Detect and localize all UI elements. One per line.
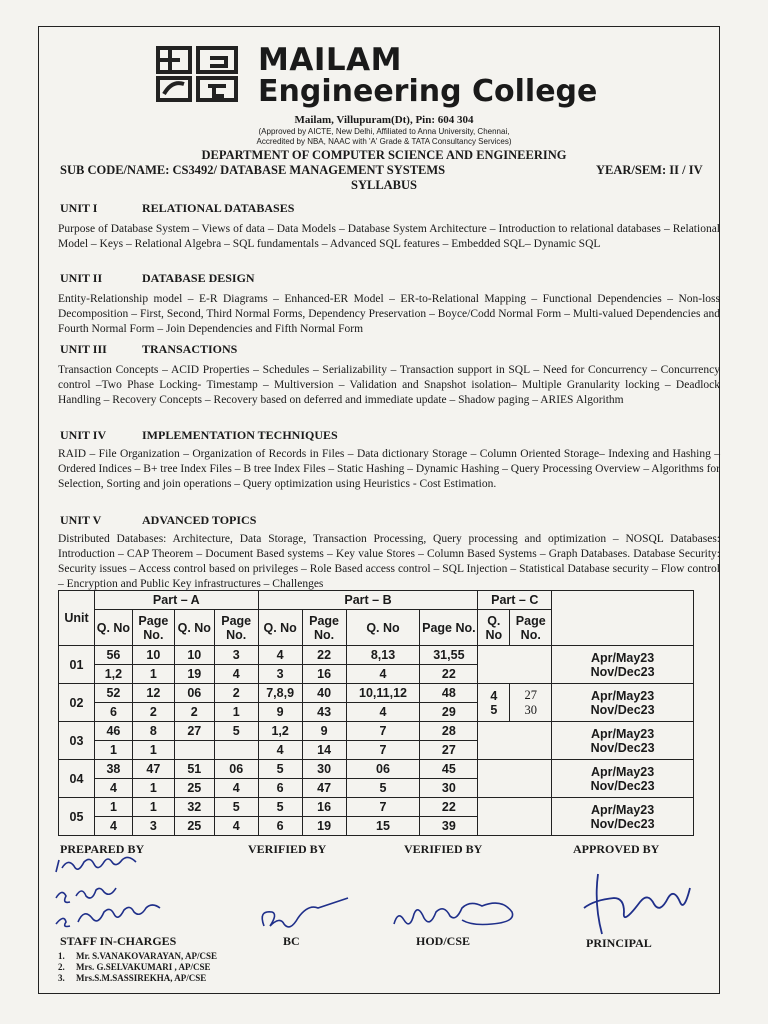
part-c-empty-cell xyxy=(478,760,552,798)
unit-title: ADVANCED TOPICS xyxy=(142,513,257,527)
table-cell: 27 xyxy=(420,741,478,760)
table-cell: 16 xyxy=(302,798,346,817)
table-cell: 51 xyxy=(174,760,214,779)
table-cell: 6 xyxy=(258,817,302,836)
table-cell: 22 xyxy=(302,646,346,665)
session-line: Nov/Dec23 xyxy=(590,702,655,717)
unit-heading xyxy=(60,271,255,286)
table-cell: 48 xyxy=(420,684,478,703)
unit-title: IMPLEMENTATION TECHNIQUES xyxy=(142,428,338,442)
unit-heading xyxy=(60,428,338,443)
table-cell: 1 xyxy=(132,741,174,760)
college-logo-icon xyxy=(152,42,242,104)
session-line: Apr/May23 xyxy=(590,802,655,817)
table-cell: 8,13 xyxy=(346,646,420,665)
table-cell: 6 xyxy=(258,779,302,798)
table-cell: 9 xyxy=(302,722,346,741)
staff-signatures-icon xyxy=(52,854,232,934)
session-line: Apr/May23 xyxy=(590,688,655,703)
table-cell: 5 xyxy=(258,798,302,817)
table-cell xyxy=(174,741,214,760)
header-page: Page No. xyxy=(510,610,552,646)
table-row xyxy=(59,760,694,779)
table-cell: 40 xyxy=(302,684,346,703)
unit-number: UNIT III xyxy=(60,342,107,356)
table-cell: 8 xyxy=(132,722,174,741)
table-cell: 32 xyxy=(174,798,214,817)
header-page: Page No. xyxy=(420,610,478,646)
verified-by-label: VERIFIED BY xyxy=(404,842,483,856)
staff-name: 1. Mr. S.VANAKOVARAYAN, AP/CSE xyxy=(58,951,217,961)
session-line: Nov/Dec23 xyxy=(590,740,655,755)
cell-line: 30 xyxy=(524,702,537,717)
table-cell: 3 xyxy=(214,646,258,665)
header-page: Page No. xyxy=(214,610,258,646)
table-cell: 4 xyxy=(258,741,302,760)
accreditation-text: Accredited by NBA, NAAC with 'A' Grade & TATA Consultancy Services) xyxy=(256,137,512,146)
table-cell: 7 xyxy=(346,722,420,741)
table-cell: 47 xyxy=(132,760,174,779)
table-cell: 7 xyxy=(346,741,420,760)
header-qno: Q. No xyxy=(478,610,510,646)
table-cell: 4 xyxy=(346,665,420,684)
session-line: Nov/Dec23 xyxy=(590,816,655,831)
table-row xyxy=(59,684,694,703)
header-unit: Unit xyxy=(59,591,95,646)
table-cell: 10,11,12 xyxy=(346,684,420,703)
session-cell xyxy=(552,760,694,798)
table-cell: 12 xyxy=(132,684,174,703)
session-line: Apr/May23 xyxy=(590,764,655,779)
table-cell: 43 xyxy=(302,703,346,722)
table-cell: 10 xyxy=(174,646,214,665)
table-cell: 25 xyxy=(174,817,214,836)
table-cell: 4 xyxy=(346,703,420,722)
header-part-b: Part – B xyxy=(258,591,478,610)
unit-cell: 02 xyxy=(59,684,95,722)
part-c-empty-cell xyxy=(478,646,552,684)
subject-code: SUB CODE/NAME: CS3492/ DATABASE MANAGEMENT SYSTEMS xyxy=(60,163,446,177)
table-cell: 4 xyxy=(258,646,302,665)
unit-content: Entity-Relationship model – E-R Diagrams – Enhanced-ER Model – ER-to-Relational Mapping – Functional Dependencies – Non-loss Decomposition – First, Second, Third Normal Forms, Dependency Preservation – Boyce/Codd Normal Form – Multi-valued Dependencies and Fourth Normal Form – Join Dependencies and Fifth Normal Form xyxy=(58,293,720,335)
session-cell xyxy=(552,646,694,684)
staff-in-charges-label: STAFF IN-CHARGES xyxy=(60,934,177,948)
header-session xyxy=(552,591,694,646)
brand-name: MAILAM xyxy=(258,42,402,78)
unit-cell: 05 xyxy=(59,798,95,836)
table-cell: 5 xyxy=(346,779,420,798)
table-cell: 25 xyxy=(174,779,214,798)
table-cell: 6 xyxy=(94,703,132,722)
session-cell xyxy=(552,722,694,760)
table-cell: 52 xyxy=(94,684,132,703)
table-cell: 5 xyxy=(258,760,302,779)
table-cell: 1 xyxy=(214,703,258,722)
table-row xyxy=(59,798,694,817)
session-line: Apr/May23 xyxy=(590,650,655,665)
unit-title: DATABASE DESIGN xyxy=(142,271,255,285)
table-cell: 9 xyxy=(258,703,302,722)
table-cell: 31,55 xyxy=(420,646,478,665)
header-qno: Q. No xyxy=(94,610,132,646)
part-c-empty-cell xyxy=(478,722,552,760)
unit-number: UNIT IV xyxy=(60,428,107,442)
year-semester: YEAR/SEM: II / IV xyxy=(596,163,703,177)
table-cell: 56 xyxy=(94,646,132,665)
table-cell: 30 xyxy=(420,779,478,798)
hod-label: HOD/CSE xyxy=(416,934,471,948)
cell-line: 5 xyxy=(490,702,498,717)
table-cell: 4 xyxy=(214,817,258,836)
table-cell: 19 xyxy=(302,817,346,836)
table-cell: 4 xyxy=(94,817,132,836)
table-cell: 1 xyxy=(94,798,132,817)
table-cell: 22 xyxy=(420,798,478,817)
table-cell: 47 xyxy=(302,779,346,798)
table-cell: 2 xyxy=(174,703,214,722)
table-cell: 19 xyxy=(174,665,214,684)
table-cell: 4 xyxy=(214,665,258,684)
table-cell: 1 xyxy=(94,741,132,760)
syllabus-title: SYLLABUS xyxy=(351,178,417,192)
principal-signature-icon xyxy=(580,868,700,942)
table-cell: 1,2 xyxy=(94,665,132,684)
cell-line: 27 xyxy=(524,687,537,702)
table-cell: 29 xyxy=(420,703,478,722)
table-cell: 1 xyxy=(132,779,174,798)
table-row xyxy=(59,722,694,741)
header-qno: Q. No xyxy=(258,610,302,646)
verified-by-label: VERIFIED BY xyxy=(248,842,327,856)
table-cell: 16 xyxy=(302,665,346,684)
unit-cell: 03 xyxy=(59,722,95,760)
question-paper-table xyxy=(58,590,694,836)
header-page: Page No. xyxy=(302,610,346,646)
college-address: Mailam, Villupuram(Dt), Pin: 604 304 xyxy=(294,114,474,126)
table-cell: 15 xyxy=(346,817,420,836)
table-cell: 06 xyxy=(214,760,258,779)
table-cell: 4 xyxy=(94,779,132,798)
brand-subtitle: Engineering College xyxy=(258,74,598,109)
table-cell: 1 xyxy=(132,798,174,817)
table-cell: 2 xyxy=(132,703,174,722)
table-cell: 7,8,9 xyxy=(258,684,302,703)
table-cell: 39 xyxy=(420,817,478,836)
department-title: DEPARTMENT OF COMPUTER SCIENCE AND ENGINEERING xyxy=(201,148,567,162)
table-cell: 38 xyxy=(94,760,132,779)
unit-title: RELATIONAL DATABASES xyxy=(142,201,295,215)
table-cell: 4 xyxy=(214,779,258,798)
header-part-a: Part – A xyxy=(94,591,258,610)
staff-name: 3. Mrs.S.M.SASSIREKHA, AP/CSE xyxy=(58,973,207,983)
table-cell: 14 xyxy=(302,741,346,760)
table-cell: 27 xyxy=(174,722,214,741)
table-cell: 45 xyxy=(420,760,478,779)
unit-heading xyxy=(60,342,238,357)
session-cell xyxy=(552,684,694,722)
part-c-page-cell xyxy=(510,684,552,722)
session-cell xyxy=(552,798,694,836)
unit-content: RAID – File Organization – Organization of Records in Files – Data dictionary Storage – Column Oriented Storage– Indexing and Hashing –Ordered Indices – B+ tree Index Files – B tree Index Files – Static Hashing – Dynamic Hashing – Query Processing Overview – Algorithms for Selection, Sorting and join operations – Query optimization using Heuristics - Cost Estimation. xyxy=(58,448,720,490)
table-cell: 3 xyxy=(258,665,302,684)
table-cell: 06 xyxy=(346,760,420,779)
unit-number: UNIT I xyxy=(60,201,98,215)
table-cell xyxy=(214,741,258,760)
bc-signature-icon xyxy=(256,896,356,940)
header-qno: Q. No xyxy=(346,610,420,646)
approved-by-label: APPROVED BY xyxy=(573,842,660,856)
unit-number: UNIT II xyxy=(60,271,103,285)
table-cell: 28 xyxy=(420,722,478,741)
unit-content: Distributed Databases: Architecture, Data Storage, Transaction Processing, Query processing and optimization – NOSQL Databases: Introduction – CAP Theorem – Document Based systems – Key value Stores – Column Based Systems – Graph Databases. Database Security: Security issues – Access control based on privileges – Role Based access control – SQL Injection – Statistical Database security – Flow control – Encryption and Public Key infrastructures – Challenges xyxy=(58,533,720,590)
bc-label: BC xyxy=(283,934,300,948)
unit-cell: 01 xyxy=(59,646,95,684)
header-page: Page No. xyxy=(132,610,174,646)
table-cell: 3 xyxy=(132,817,174,836)
header-part-c: Part – C xyxy=(478,591,552,610)
table-cell: 22 xyxy=(420,665,478,684)
session-line: Nov/Dec23 xyxy=(590,778,655,793)
unit-content: Transaction Concepts – ACID Properties – Schedules – Serializability – Transaction support in SQL – Need for Concurrency – Concurrency control –Two Phase Locking- Timestamp – Multiversion – Validation and Snapshot isolation– Multiple Granularity locking – Deadlock Handling – Recovery Concepts – Recovery based on deferred and immediate update – Shadow paging – ARIES Algorithm xyxy=(58,364,720,406)
table-cell: 06 xyxy=(174,684,214,703)
principal-label: PRINCIPAL xyxy=(586,936,652,950)
table-cell: 5 xyxy=(214,798,258,817)
table-cell: 30 xyxy=(302,760,346,779)
approval-text: (Approved by AICTE, New Delhi, Affiliated to Anna University, Chennai, xyxy=(258,127,510,136)
unit-cell: 04 xyxy=(59,760,95,798)
prepared-by-label: PREPARED BY xyxy=(60,842,145,856)
staff-name: 2. Mrs. G.SELVAKUMARI , AP/CSE xyxy=(58,962,211,972)
part-c-qno-cell xyxy=(478,684,510,722)
table-cell: 1,2 xyxy=(258,722,302,741)
table-cell: 7 xyxy=(346,798,420,817)
table-cell: 5 xyxy=(214,722,258,741)
unit-heading xyxy=(60,201,295,216)
table-header-row xyxy=(59,591,694,610)
table-cell: 2 xyxy=(214,684,258,703)
table-cell: 1 xyxy=(132,665,174,684)
table-cell: 46 xyxy=(94,722,132,741)
header-qno: Q. No xyxy=(174,610,214,646)
part-c-empty-cell xyxy=(478,798,552,836)
session-line: Nov/Dec23 xyxy=(590,664,655,679)
table-row xyxy=(59,646,694,665)
unit-title: TRANSACTIONS xyxy=(142,342,238,356)
unit-heading xyxy=(60,513,257,528)
session-line: Apr/May23 xyxy=(590,726,655,741)
unit-number: UNIT V xyxy=(60,513,102,527)
cell-line: 4 xyxy=(490,688,498,703)
table-cell: 10 xyxy=(132,646,174,665)
unit-content: Purpose of Database System – Views of data – Data Models – Database System Architecture – Introduction to relational databases – Relational Model – Keys – Relational Algebra – SQL fundamentals – Advanced SQL features – Embedded SQL– Dynamic SQL xyxy=(58,223,720,250)
